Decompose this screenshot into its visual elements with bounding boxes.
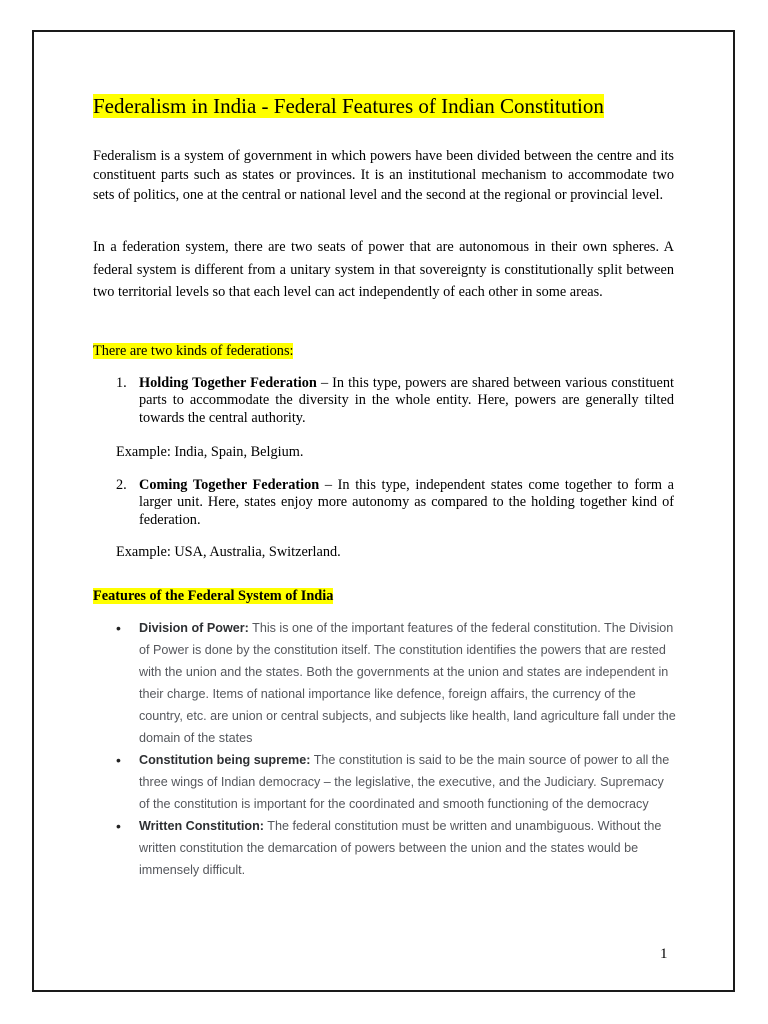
item-text <box>139 477 674 529</box>
features-heading-text: Features of the Federal System of India <box>93 588 334 604</box>
feature-term: Constitution being supreme: <box>139 753 311 767</box>
federation-type-item <box>116 477 674 529</box>
bullet-icon: • <box>116 818 121 834</box>
feature-item <box>116 617 676 749</box>
bullet-icon: • <box>116 620 121 636</box>
item-description: – In this type, powers are shared between various constituent parts to accommodate the diversity in the whole entity. Here, powers are generally tilted towards the central authority. <box>139 375 674 426</box>
example-line: Example: USA, Australia, Switzerland. <box>116 544 341 560</box>
intro-paragraph-2: In a federation system, there are two seats of power that are autonomous in their own spheres. A federal system is different from a unitary system in that sovereignty is constitutionally split between two territorial levels so that each level can act independently of each other in some areas. <box>93 239 674 300</box>
feature-text: This is one of the important features of the federal constitution. The Division of Power is done by the constitution itself. The constitution identifies the powers that are rested with the union and the states. Both the governments at the union and states are independent in their charge. Items of national importance like defence, foreign affairs, the currency of the country, etc. are union or central subjects, and subjects like health, land agriculture fall under the domain of the states <box>139 621 676 745</box>
feature-term: Division of Power: <box>139 621 249 635</box>
title-text: Federalism in India - Federal Features of Indian Constitution <box>93 94 604 118</box>
kinds-heading-text: There are two kinds of federations: <box>93 343 294 359</box>
item-description: – In this type, independent states come together to form a larger unit. Here, states enjoy more autonomy as compared to the holding together kind of federation. <box>139 477 674 528</box>
document-title <box>93 92 604 120</box>
feature-text: The federal constitution must be written and unambiguous. Without the written constitution the demarcation of powers between the union and the states would be immensely difficult. <box>139 819 662 877</box>
item-text <box>139 375 674 427</box>
features-heading <box>93 586 333 606</box>
example-line: Example: India, Spain, Belgium. <box>116 444 304 460</box>
feature-term: Written Constitution: <box>139 819 264 833</box>
page-number: 1 <box>660 946 668 962</box>
feature-text: The constitution is said to be the main source of power to all the three wings of Indian democracy – the legislative, the executive, and the Judiciary. Supremacy of the constitution is important for the coordinated and smooth functioning of the democracy <box>139 753 670 811</box>
item-number: 1. <box>116 375 127 391</box>
intro-paragraph-1: Federalism is a system of government in which powers have been divided between the centre and its constituent parts such as states or provinces. It is an institutional mechanism to accommodate two sets of politics, one at the central or national level and the second at the regional or provincial level. <box>93 148 674 203</box>
bullet-icon: • <box>116 752 121 768</box>
kinds-heading <box>93 341 293 361</box>
feature-item <box>116 749 676 815</box>
features-list <box>116 617 676 881</box>
feature-item <box>116 815 676 881</box>
item-term: Coming Together Federation <box>139 477 320 493</box>
federation-type-item <box>116 375 674 427</box>
item-term: Holding Together Federation <box>139 375 317 391</box>
item-number: 2. <box>116 477 127 493</box>
